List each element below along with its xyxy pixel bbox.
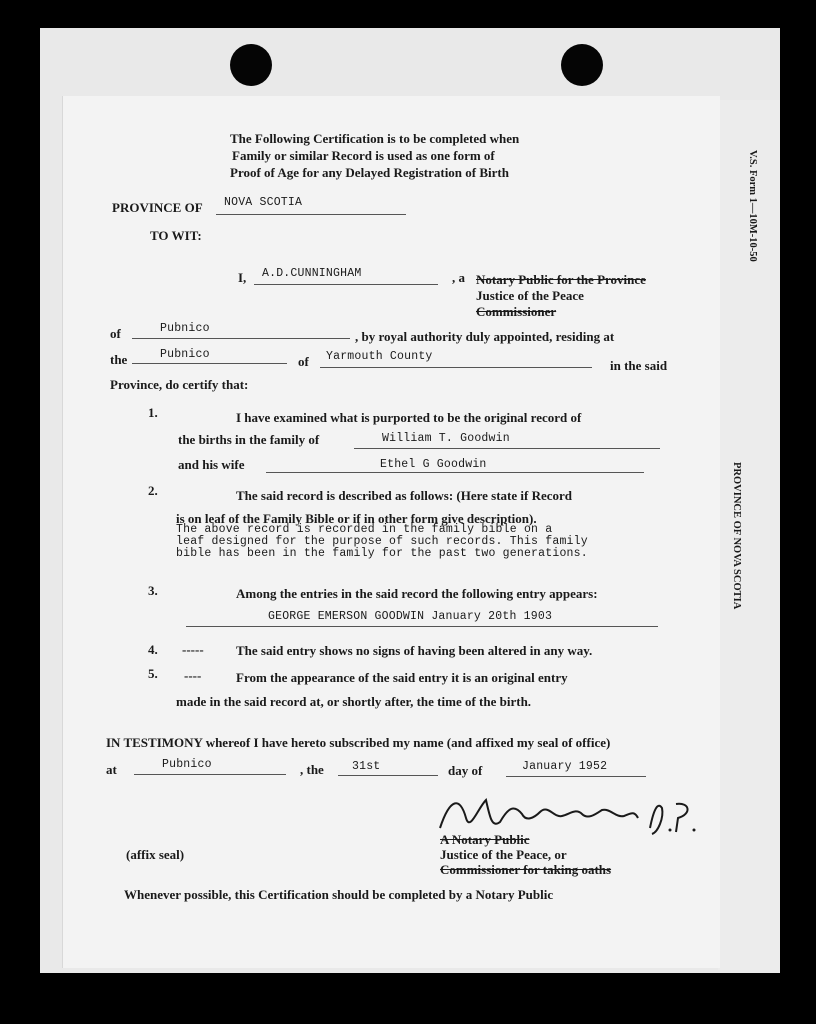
signature-justice: Justice of the Peace, or	[440, 847, 567, 862]
wife-underline	[266, 472, 644, 473]
of-label: of	[110, 326, 121, 341]
day-value: 31st	[352, 760, 381, 773]
item-3-line-1: Among the entries in the said record the following entry appears:	[236, 586, 598, 601]
description-line-2: leaf designed for the purpose of such records. This family	[176, 535, 588, 548]
day-of-label: day of	[448, 763, 483, 778]
of-underline	[132, 338, 350, 339]
footer-note: Whenever possible, this Certification should be completed by a Notary Public	[124, 887, 554, 902]
at-label: at	[106, 762, 117, 777]
certify-text: Province, do certify that:	[110, 377, 249, 392]
the-day-label: , the	[300, 762, 324, 777]
item-2-number: 2.	[148, 483, 158, 498]
item-5-dash: ----	[184, 668, 202, 683]
province-underline	[216, 214, 406, 215]
item-1-number: 1.	[148, 405, 158, 420]
declarant-name: A.D.CUNNINGHAM	[262, 267, 362, 280]
role-notary: Notary Public for the Province	[476, 272, 646, 287]
family-underline	[354, 448, 660, 449]
item-5-number: 5.	[148, 666, 158, 681]
authority-text: , by royal authority duly appointed, residing at	[355, 329, 615, 344]
item-2-line-1: The said record is described as follows: (Here state if Record	[236, 488, 573, 503]
item-1-line-1: I have examined what is purported to be the original record of	[236, 410, 582, 425]
certification-header	[230, 130, 590, 181]
item-4-number: 4.	[148, 642, 158, 657]
item-4-dash: -----	[182, 642, 204, 657]
item-4-text: The said entry shows no signs of having been altered in any way.	[236, 643, 593, 658]
entry-value: GEORGE EMERSON GOODWIN January 20th 1903	[268, 610, 553, 623]
of-value: Pubnico	[160, 322, 210, 335]
form-number-label: V.S. Form 1—10M-10-50	[747, 150, 758, 262]
role-prefix: , a	[452, 270, 465, 285]
province-value: NOVA SCOTIA	[224, 196, 303, 209]
province-vertical-label: PROVINCE OF NOVA SCOTIA	[731, 462, 742, 610]
affix-seal-label: (affix seal)	[126, 847, 185, 862]
the-underline	[132, 363, 287, 364]
punch-hole-right	[561, 44, 603, 86]
day-underline	[338, 775, 438, 776]
county-value: Yarmouth County	[326, 350, 433, 363]
county-underline	[320, 367, 592, 368]
testimony-text: IN TESTIMONY whereof I have hereto subscribed my name (and affixed my seal of office)	[106, 735, 611, 750]
signature-commissioner: Commissioner for taking oaths	[440, 862, 612, 877]
at-value: Pubnico	[162, 758, 212, 771]
description-line-1: The above record is recorded in the family bible on a	[176, 523, 553, 536]
description-line-3: bible has been in the family for the past two generations.	[176, 547, 588, 560]
signature-notary: A Notary Public	[440, 832, 530, 847]
item-5-line-1: From the appearance of the said entry it is an original entry	[236, 670, 568, 685]
family-value: William T. Goodwin	[382, 432, 510, 445]
role-commissioner: Commissioner	[476, 304, 557, 319]
province-label: PROVINCE OF	[112, 200, 203, 215]
header-line-1: The Following Certification is to be completed when	[230, 131, 520, 146]
wife-label: and his wife	[178, 457, 245, 472]
punch-hole-left	[230, 44, 272, 86]
item-5-line-2: made in the said record at, or shortly after, the time of the birth.	[176, 694, 532, 709]
item-1-family-label: the births in the family of	[178, 432, 320, 447]
at-underline	[134, 774, 286, 775]
month-year-value: January 1952	[522, 760, 608, 773]
of2-label: of	[298, 354, 309, 369]
declarant-underline	[254, 284, 438, 285]
record-description	[176, 524, 588, 560]
header-line-3: Proof of Age for any Delayed Registration of Birth	[230, 165, 509, 180]
wife-value: Ethel G Goodwin	[380, 458, 487, 471]
month-year-underline	[506, 776, 646, 777]
header-line-2: Family or similar Record is used as one form of	[232, 148, 495, 163]
item-3-number: 3.	[148, 583, 158, 598]
to-wit-label: TO WIT:	[150, 228, 202, 243]
declarant-prefix: I,	[238, 270, 247, 285]
the-value: Pubnico	[160, 348, 210, 361]
the-label: the	[110, 352, 128, 367]
entry-underline	[186, 626, 658, 627]
role-justice: Justice of the Peace	[476, 288, 584, 303]
in-said-text: in the said	[610, 358, 668, 373]
item-2-line-2: is on leaf of the Family Bible or if in other form give description).	[176, 511, 537, 526]
